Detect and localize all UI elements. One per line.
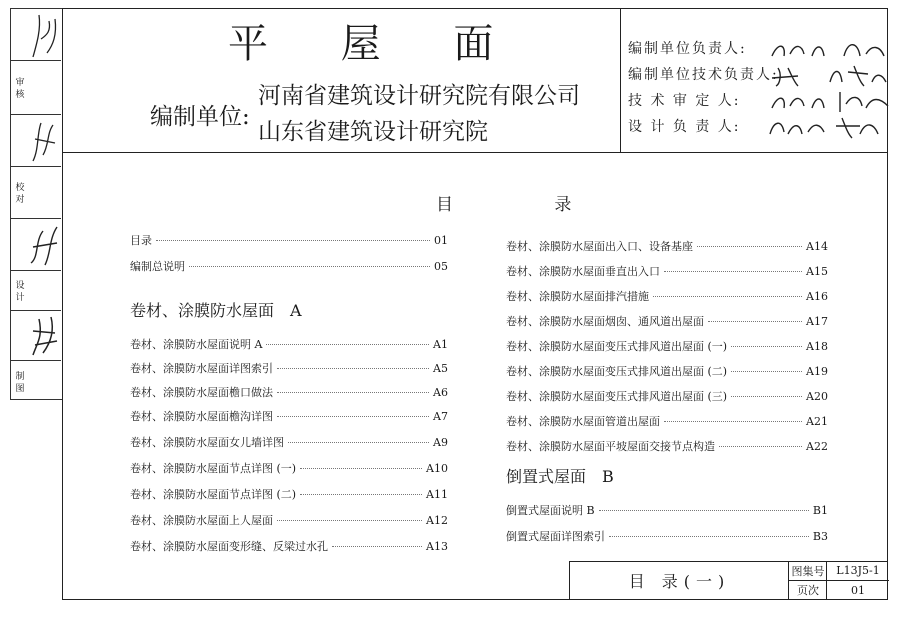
sidebar-cell xyxy=(11,167,61,219)
sidebar-cell xyxy=(11,271,61,311)
list-item: 卷材、涂膜防水屋面排汽措施 A16 xyxy=(506,290,828,303)
person-row xyxy=(628,88,779,114)
list-item: 编制总说明 05 xyxy=(130,260,448,273)
signature-mark xyxy=(768,36,898,62)
list-item: 目录 01 xyxy=(130,234,448,247)
list-item: 倒置式屋面说明 B B1 xyxy=(506,504,828,517)
signature-mark xyxy=(768,114,898,140)
person-role: 设 计 负 责 人: xyxy=(628,119,741,135)
signature-mark xyxy=(27,115,61,167)
list-item: 卷材、涂膜防水屋面垂直出入口 A15 xyxy=(506,265,828,278)
list-item: 卷材、涂膜防水屋面烟囱、通风道出屋面 A17 xyxy=(506,315,828,328)
compile-unit-names xyxy=(258,78,580,150)
list-item: 卷材、涂膜防水屋面管道出屋面 A21 xyxy=(506,415,828,428)
page-label: 页次 xyxy=(788,580,827,600)
list-item: 卷材、涂膜防水屋面节点详图 (一) A10 xyxy=(130,462,448,475)
atlas-label: 图集号 xyxy=(788,561,827,581)
compile-unit: 河南省建筑设计研究院有限公司 xyxy=(258,83,580,109)
sidebar-label: 设 计 xyxy=(13,280,24,301)
sidebar-label: 审 核 xyxy=(13,77,24,98)
list-item: 卷材、涂膜防水屋面上人屋面 A12 xyxy=(130,514,448,527)
list-item: 倒置式屋面详图索引 B3 xyxy=(506,530,828,543)
header-divider xyxy=(62,152,888,153)
list-item: 卷材、涂膜防水屋面变压式排风道出屋面 (一) A18 xyxy=(506,340,828,353)
signature-mark xyxy=(27,219,61,271)
persons-divider xyxy=(620,8,621,152)
signature-mark xyxy=(27,9,61,61)
sidebar-cell xyxy=(11,311,61,361)
person-row xyxy=(628,114,779,140)
list-item: 卷材、涂膜防水屋面变压式排风道出屋面 (三) A20 xyxy=(506,390,828,403)
section-heading: 倒置式屋面 B xyxy=(506,467,614,486)
title-block xyxy=(569,561,888,600)
list-item: 卷材、涂膜防水屋面檐沟详图 A7 xyxy=(130,410,448,423)
list-item: 卷材、涂膜防水屋面详图索引 A5 xyxy=(130,362,448,375)
sidebar-cell xyxy=(11,219,61,271)
list-item: 卷材、涂膜防水屋面平坡屋面交接节点构造 A22 xyxy=(506,440,828,453)
person-row xyxy=(628,36,779,62)
toc-heading: 目 录 xyxy=(436,195,620,215)
toc-right-column xyxy=(506,238,828,544)
responsible-persons xyxy=(628,36,779,140)
signature-mark xyxy=(768,88,898,114)
signature-mark xyxy=(27,311,61,361)
list-item: 卷材、涂膜防水屋面变形缝、反梁过水孔 A13 xyxy=(130,540,448,553)
person-role: 技 术 审 定 人: xyxy=(628,93,741,109)
sidebar-cell xyxy=(11,9,61,61)
sidebar-label: 制 图 xyxy=(13,370,24,392)
section-heading: 卷材、涂膜防水屋面 A xyxy=(130,301,302,320)
sidebar-cell xyxy=(11,61,61,115)
list-item: 卷材、涂膜防水屋面说明 A A1 xyxy=(130,338,448,351)
person-role: 编制单位技术负责人: xyxy=(628,67,779,83)
sidebar-cell xyxy=(11,361,61,401)
person-row xyxy=(628,62,779,88)
compile-unit: 山东省建筑设计研究院 xyxy=(258,119,488,145)
list-item: 卷材、涂膜防水屋面檐口做法 A6 xyxy=(130,386,448,399)
person-role: 编制单位负责人: xyxy=(628,41,747,57)
compile-unit-label: 编制单位: xyxy=(150,104,250,130)
sidebar-label: 校 对 xyxy=(13,182,24,203)
sheet-name: 目 录(一) xyxy=(569,561,789,600)
list-item: 卷材、涂膜防水屋面出入口、设备基座 A14 xyxy=(506,240,828,253)
list-item: 卷材、涂膜防水屋面变压式排风道出屋面 (二) A19 xyxy=(506,365,828,378)
list-item: 卷材、涂膜防水屋面女儿墙详图 A9 xyxy=(130,436,448,449)
list-item: 卷材、涂膜防水屋面节点详图 (二) A11 xyxy=(130,488,448,501)
signature-mark xyxy=(768,62,898,88)
toc-left-column xyxy=(130,232,448,562)
atlas-number: L13J5-1 xyxy=(826,561,889,581)
signature-strip xyxy=(10,8,62,400)
page-title: 平 屋 面 xyxy=(228,21,524,67)
page-number: 01 xyxy=(826,580,889,600)
sidebar-cell xyxy=(11,115,61,167)
